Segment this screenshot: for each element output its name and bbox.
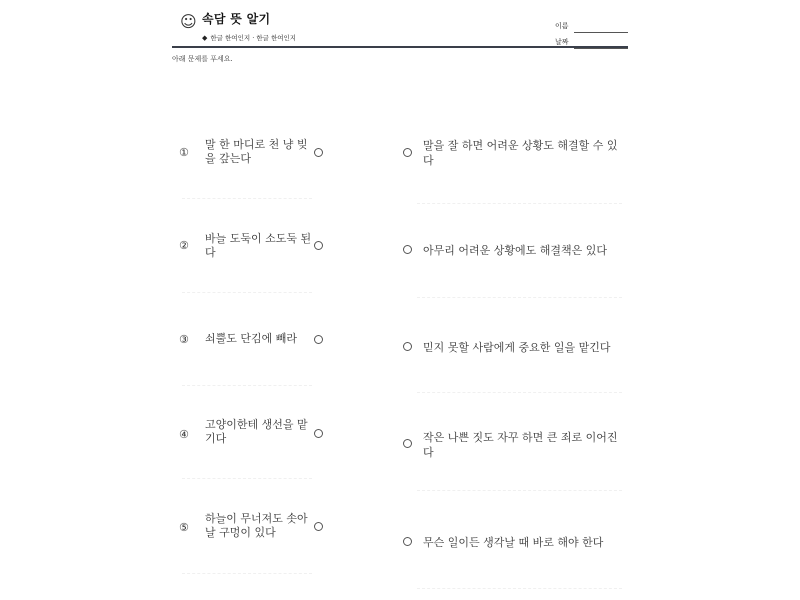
right-match-dot[interactable] xyxy=(403,342,412,351)
date-field[interactable] xyxy=(555,37,569,47)
item-number: ② xyxy=(179,239,189,252)
faint-guide-line xyxy=(417,588,622,589)
worksheet-subtitle xyxy=(202,33,296,42)
subtitle-text: 한글 한여인지 · 한글 한여인지 xyxy=(210,34,297,42)
item-number: ① xyxy=(179,146,189,159)
left-match-dot[interactable] xyxy=(314,241,323,250)
faint-guide-line xyxy=(417,392,622,393)
proverb-text: 하늘이 무너져도 솟아날 구멍이 있다 xyxy=(205,512,308,539)
faint-guide-line xyxy=(182,198,312,199)
worksheet-title: 속담 뜻 알기 xyxy=(202,12,271,26)
meaning-text: 작은 나쁜 짓도 자꾸 하면 큰 죄로 이어진다 xyxy=(423,431,618,459)
proverb-text: 말 한 마디로 천 냥 빚을 갚는다 xyxy=(205,138,308,165)
faint-guide-line xyxy=(182,385,312,386)
right-match-dot[interactable] xyxy=(403,148,412,157)
faint-guide-line xyxy=(417,490,622,491)
proverb-text: 고양이한테 생선을 맡기다 xyxy=(205,418,308,445)
right-match-dot[interactable] xyxy=(403,245,412,254)
faint-guide-line xyxy=(182,292,312,293)
faint-guide-line xyxy=(417,203,622,204)
left-match-dot[interactable] xyxy=(314,148,323,157)
name-field[interactable] xyxy=(555,21,569,31)
proverb-text: 바늘 도둑이 소도둑 된다 xyxy=(205,232,312,259)
left-match-dot[interactable] xyxy=(314,522,323,531)
faint-guide-line xyxy=(417,297,622,298)
worksheet-header xyxy=(172,6,628,48)
name-line[interactable] xyxy=(574,32,628,33)
name-label: 이름 xyxy=(555,22,569,30)
diamond-icon: ◆ xyxy=(202,34,208,42)
item-number: ③ xyxy=(179,333,189,346)
smile-icon: ☺ xyxy=(180,12,197,31)
right-match-dot[interactable] xyxy=(403,537,412,546)
right-match-dot[interactable] xyxy=(403,439,412,448)
instruction-text: 아래 문제를 푸세요. xyxy=(172,55,233,63)
faint-guide-line xyxy=(182,478,312,479)
item-number: ④ xyxy=(179,428,189,441)
left-match-dot[interactable] xyxy=(314,429,323,438)
date-line[interactable] xyxy=(574,48,628,49)
proverb-text: 쇠뿔도 단김에 빼라 xyxy=(205,332,298,345)
date-label: 날짜 xyxy=(555,38,569,46)
faint-guide-line xyxy=(182,573,312,574)
left-match-dot[interactable] xyxy=(314,335,323,344)
item-number: ⑤ xyxy=(179,521,189,534)
meaning-text: 믿지 못할 사람에게 중요한 일을 맡긴다 xyxy=(423,341,611,354)
meaning-text: 무슨 일이든 생각날 때 바로 해야 한다 xyxy=(423,536,604,549)
worksheet xyxy=(172,0,628,600)
meaning-text: 아무리 어려운 상황에도 해결책은 있다 xyxy=(423,244,608,257)
meaning-text: 말을 잘 하면 어려운 상황도 해결할 수 있다 xyxy=(423,139,618,167)
